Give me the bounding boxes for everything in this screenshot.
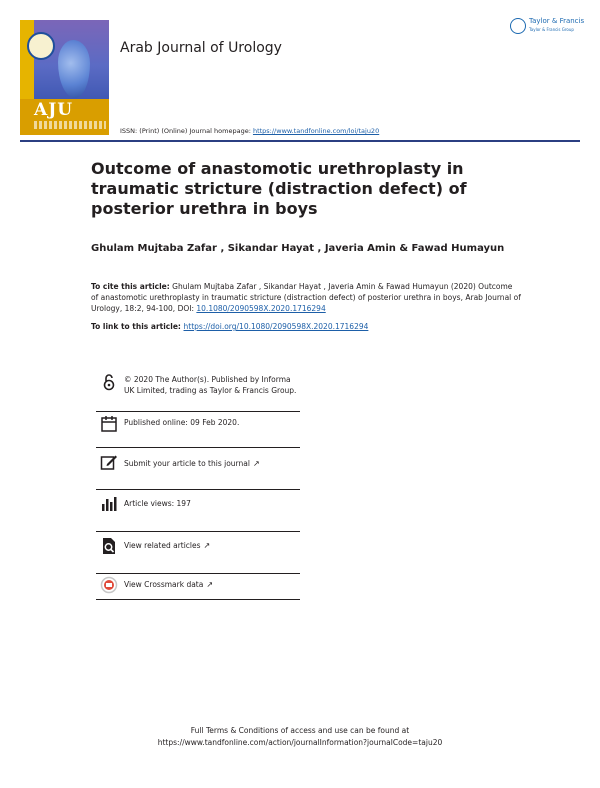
kidney-illustration: [58, 40, 90, 98]
calendar-icon: [100, 415, 118, 433]
article-url-link[interactable]: https://doi.org/10.1080/2090598X.2020.1716294: [183, 322, 369, 331]
doi-link[interactable]: 10.1080/2090598X.2020.1716294: [196, 304, 326, 313]
license-row: [96, 373, 300, 411]
external-link-icon: ↗: [206, 580, 214, 589]
issn-line: [120, 127, 379, 135]
info-divider: [96, 489, 300, 490]
publisher-logo-sub: Taylor & Francis Group: [529, 27, 574, 32]
info-divider: [96, 599, 300, 600]
crossmark-link[interactable]: [124, 580, 302, 591]
journal-homepage-link[interactable]: https://www.tandfonline.com/loi/taju20: [252, 127, 380, 135]
edit-pencil-icon: [100, 453, 118, 471]
published-date: Published online: 09 Feb 2020.: [124, 418, 240, 427]
header-divider: [20, 140, 580, 142]
citation-text: Ghulam Mujtaba Zafar , Sikandar Hayat , Javeria Amin & Fawad Humayun (2020) Outcome of anastomotic urethroplasty in traumatic stricture (distraction defect) of posterior urethra in boys, Arab Journal of Urology, 18:2, 94-100, DOI:: [91, 282, 521, 313]
published-row: [96, 411, 300, 439]
crossmark-row[interactable]: [96, 573, 300, 607]
license-text: © 2020 The Author(s). Published by Informa UK Limited, trading as Taylor & Francis Group.: [124, 375, 297, 395]
article-views: Article views: 197: [124, 499, 191, 508]
cover-tagline: [34, 121, 106, 129]
link-to-article: [91, 322, 368, 331]
article-authors: Ghulam Mujtaba Zafar , Sikandar Hayat , Javeria Amin & Fawad Humayun: [91, 243, 505, 254]
info-divider: [96, 411, 300, 412]
related-articles-label: View related articles: [124, 541, 201, 550]
journal-cover-image: [20, 20, 109, 135]
journal-title: Arab Journal of Urology: [120, 40, 282, 56]
views-row: [96, 489, 300, 523]
crossmark-icon: [100, 576, 118, 594]
citation: [91, 281, 521, 314]
crossmark-label: View Crossmark data: [124, 580, 204, 589]
footer: [0, 725, 600, 749]
citation-label: To cite this article:: [91, 282, 170, 291]
info-divider: [96, 531, 300, 532]
publisher-logo-icon: [510, 18, 526, 34]
info-divider: [96, 447, 300, 448]
submit-article-link[interactable]: [124, 459, 302, 470]
open-access-lock-icon: [100, 373, 118, 391]
submit-article-label: Submit your article to this journal: [124, 459, 250, 468]
article-title: Outcome of anastomotic urethroplasty in traumatic stricture (distraction defect) of posterior urethra in boys: [91, 159, 467, 218]
related-articles-link[interactable]: [124, 541, 302, 552]
link-to-label: To link to this article:: [91, 322, 184, 331]
cover-acronym: AJU: [34, 100, 74, 120]
publisher-logo[interactable]: [510, 17, 585, 37]
external-link-icon: ↗: [252, 459, 260, 468]
publisher-logo-name: Taylor & Francis: [529, 17, 585, 25]
footer-terms-link[interactable]: https://www.tandfonline.com/action/journalInformation?journalCode=taju20: [157, 738, 443, 747]
society-seal-icon: [27, 32, 55, 60]
info-divider: [96, 573, 300, 574]
document-search-icon: [100, 537, 118, 555]
related-row[interactable]: [96, 531, 300, 565]
submit-row[interactable]: [96, 447, 300, 481]
external-link-icon: ↗: [203, 541, 211, 550]
footer-terms: Full Terms & Conditions of access and use can be found at: [190, 726, 410, 735]
bar-chart-icon: [100, 495, 118, 513]
issn-label: ISSN: (Print) (Online) Journal homepage:: [120, 127, 253, 135]
